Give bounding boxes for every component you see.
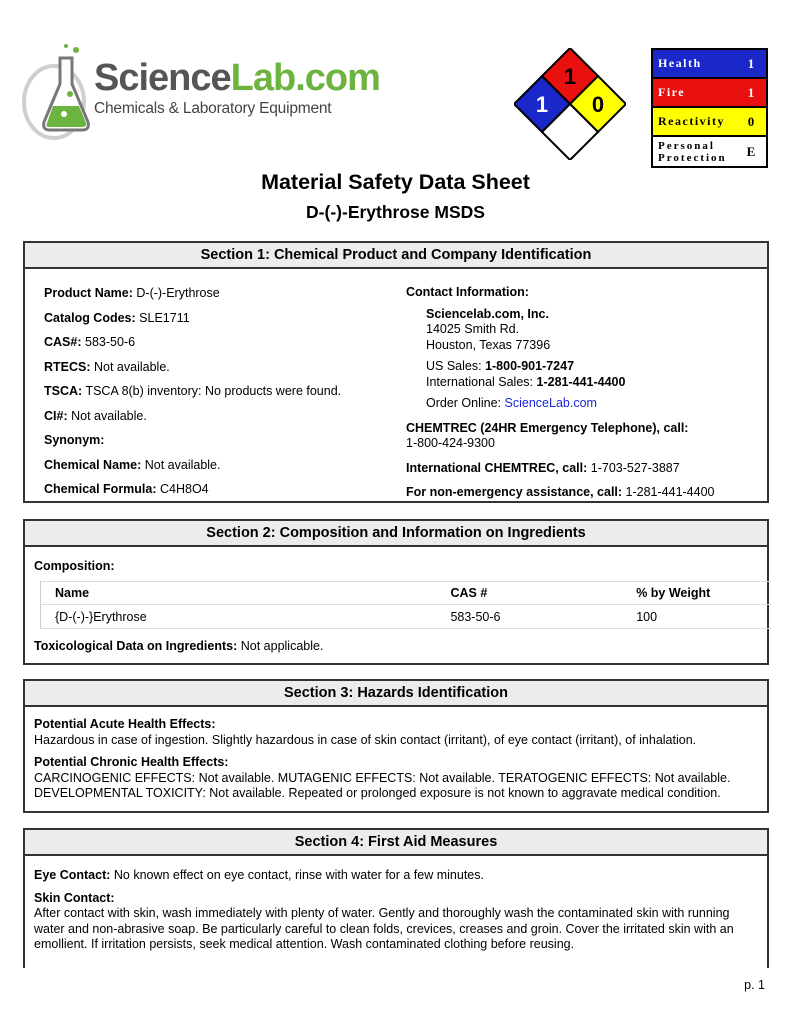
logo-brand-science: Science (94, 57, 231, 99)
company-name: Sciencelab.com, Inc. (426, 306, 549, 321)
table-header-row (40, 581, 771, 605)
logo-brand-lab: Lab.com (230, 57, 380, 99)
section-1-heading: Section 1: Chemical Product and Company Identification (25, 243, 767, 269)
composition-table (40, 581, 771, 629)
field-label: Catalog Codes: (44, 310, 136, 325)
contact-heading: Contact Information: (406, 285, 529, 299)
rtecs-line (44, 359, 384, 384)
ingredient-cas: 583-50-6 (450, 609, 501, 624)
acute-effects-text: Hazardous in case of ingestion. Slightly hazardous in case of skin contact (irritant), of eye contact (irritant), of inhalation. (34, 732, 697, 747)
column-header-name: Name (55, 586, 90, 600)
hmis-ppe-label: Personal Protection (658, 139, 727, 164)
tox-label: Toxicological Data on Ingredients: (34, 639, 238, 653)
field-label: RTECS: (44, 359, 91, 374)
column-header-weight: % by Weight (636, 586, 711, 600)
hmis-reactivity-row (653, 108, 766, 137)
section-4-heading: Section 4: First Aid Measures (25, 830, 767, 856)
tox-value: Not applicable. (237, 639, 324, 653)
flask-icon (20, 44, 100, 144)
company-city: Houston, Texas 77396 (426, 337, 551, 352)
chemtrec-label: CHEMTREC (24HR Emergency Telephone), call: (406, 420, 689, 435)
nfpa-reactivity-value: 0 (591, 92, 605, 117)
non-emergency-label: For non-emergency assistance, call: (406, 485, 623, 499)
intl-chemtrec-phone: 1-703-527-3887 (587, 460, 680, 475)
hmis-fire-value: 1 (747, 84, 755, 100)
field-value: Not available. (67, 408, 147, 423)
company-street: 14025 Smith Rd. (426, 322, 520, 336)
skin-contact-text: After contact with skin, wash immediately with plenty of water. Gently and thoroughly wash the contaminated skin with running water and non-abrasive soap. Be particularly careful to clean folds, crevices, creases and groin. Cover the irritated skin with an emollient. If irritation persists, seek medical attention. Wash contaminated clothing before reusing. (34, 906, 734, 951)
document-title: Material Safety Data Sheet (261, 170, 530, 194)
section-2 (23, 519, 769, 665)
hmis-fire-row (653, 79, 766, 108)
catalog-code-line (44, 310, 384, 335)
column-header-cas: CAS # (450, 586, 488, 600)
intl-chemtrec-label: International CHEMTREC, call: (406, 460, 588, 475)
eye-contact (34, 868, 762, 884)
synonym-line (44, 432, 384, 457)
toxicological-data (34, 639, 323, 653)
eye-contact-label: Eye Contact: (34, 868, 111, 882)
field-label: TSCA: (44, 384, 83, 398)
section-3 (23, 679, 769, 813)
sciencelab-logo (20, 44, 380, 144)
field-value: D-(-)-Erythrose (132, 286, 220, 300)
nfpa-diamond (514, 48, 626, 160)
contact-info (406, 285, 766, 501)
cas-line (44, 334, 384, 359)
page-number: p. 1 (744, 978, 765, 992)
skin-contact-label: Skin Contact: (34, 890, 115, 905)
field-label: Synonym: (44, 433, 105, 447)
order-online-label: Order Online: (426, 396, 505, 410)
field-label: CI#: (44, 408, 68, 423)
section-2-heading: Section 2: Composition and Information on Ingredients (25, 521, 767, 547)
section-3-heading: Section 3: Hazards Identification (25, 681, 767, 707)
section-4 (23, 828, 769, 968)
hmis-ppe-row (653, 137, 766, 166)
nfpa-fire-value: 1 (563, 64, 577, 89)
chemical-formula-line (44, 481, 384, 506)
document-subtitle: D-(-)-Erythrose MSDS (306, 202, 485, 222)
hmis-health-label: Health (658, 56, 702, 70)
nfpa-health-value: 1 (535, 92, 549, 117)
chronic-effects-text-1: CARCINOGENIC EFFECTS: Not available. MUTAGENIC EFFECTS: Not available. TERATOGENIC EFFECTS: Not available. (34, 770, 731, 785)
us-sales-phone: 1-800-901-7247 (485, 359, 575, 373)
product-name-line (44, 285, 384, 310)
intl-sales-phone: 1-281-441-4400 (536, 374, 626, 389)
chronic-effects-label: Potential Chronic Health Effects: (34, 755, 229, 769)
field-value: Not available. (90, 359, 170, 374)
field-value: Not available. (141, 457, 221, 472)
ingredient-name: {D-(-)-}Erythrose (55, 609, 147, 624)
field-value: TSCA 8(b) inventory: No products were found. (82, 384, 342, 398)
intl-sales-label: International Sales: (426, 374, 537, 389)
field-value: SLE1711 (135, 310, 190, 325)
table-row (40, 605, 771, 629)
field-value: 583-50-6 (81, 335, 136, 349)
logo-tagline: Chemicals & Laboratory Equipment (94, 100, 332, 117)
tsca-line (44, 383, 384, 408)
chronic-effects-text-2: DEVELOPMENTAL TOXICITY: Not available. Repeated or prolonged exposure is not known to aggravate medical condition. (34, 786, 721, 800)
us-sales-label: US Sales: (426, 359, 486, 373)
product-info (44, 285, 384, 506)
hmis-fire-label: Fire (658, 85, 686, 99)
field-value: C4H8O4 (156, 482, 209, 496)
field-label: Chemical Formula: (44, 482, 157, 496)
chemical-name-line (44, 457, 384, 482)
composition-label: Composition: (34, 559, 115, 573)
hmis-health-value: 1 (747, 55, 755, 71)
hmis-ppe-value: E (746, 143, 756, 159)
section-1 (23, 241, 769, 503)
eye-contact-text: No known effect on eye contact, rinse with water for a few minutes. (110, 868, 484, 882)
hmis-health-row (653, 50, 766, 79)
acute-effects-label: Potential Acute Health Effects: (34, 717, 216, 731)
hmis-reactivity-label: Reactivity (658, 114, 725, 128)
order-online-link[interactable]: ScienceLab.com (504, 396, 597, 410)
hmis-rating-table (651, 48, 768, 168)
non-emergency-phone: 1-281-441-4400 (622, 485, 715, 499)
ci-line (44, 408, 384, 433)
field-label: Product Name: (44, 286, 133, 300)
chemtrec-phone: 1-800-424-9300 (406, 436, 495, 450)
hmis-reactivity-value: 0 (747, 113, 755, 129)
field-label: CAS#: (44, 335, 82, 349)
ingredient-weight: 100 (636, 609, 658, 624)
field-label: Chemical Name: (44, 457, 142, 472)
